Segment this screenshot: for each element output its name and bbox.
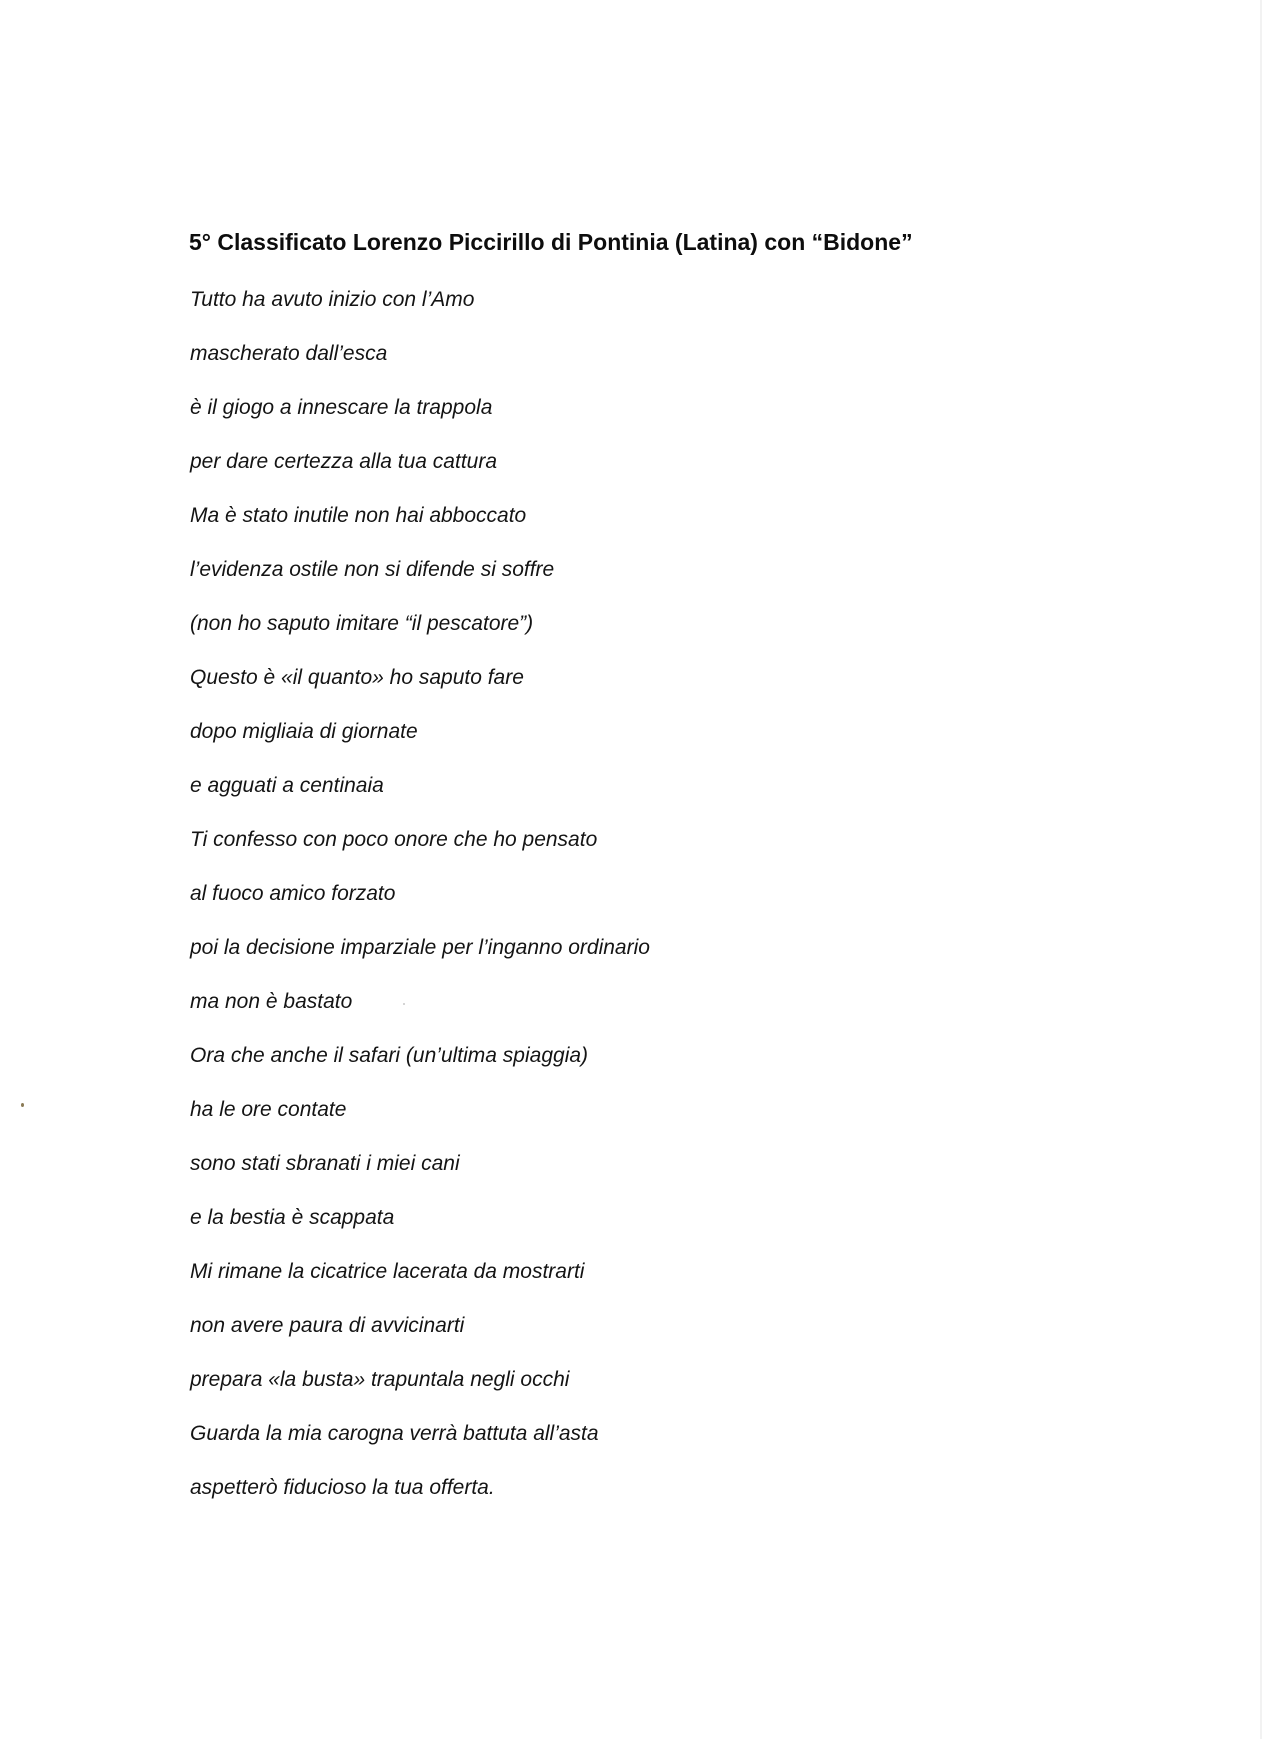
poem-line: aspetterò fiducioso la tua offerta. <box>190 1476 495 1499</box>
poem-line: Ma è stato inutile non hai abboccato <box>190 504 527 527</box>
poem-line: al fuoco amico forzato <box>190 882 396 905</box>
poem-line: Questo è «il quanto» ho saputo fare <box>190 666 524 689</box>
poem-line: è il giogo a innescare la trappola <box>190 396 493 419</box>
poem-line: prepara «la busta» trapuntala negli occhi <box>190 1368 570 1391</box>
scan-speck <box>403 1003 405 1005</box>
scan-speck <box>21 1103 24 1107</box>
poem-line: ma non è bastato <box>190 990 353 1013</box>
poem-line: Ora che anche il safari (un’ultima spiaggia) <box>190 1044 589 1067</box>
poem-body <box>190 286 650 1528</box>
poem-line: non avere paura di avvicinarti <box>190 1314 465 1337</box>
poem-line: dopo migliaia di giornate <box>190 720 418 743</box>
poem-line: e la bestia è scappata <box>190 1206 395 1229</box>
poem-line: per dare certezza alla tua cattura <box>190 450 498 473</box>
poem-line: Mi rimane la cicatrice lacerata da mostrarti <box>190 1260 585 1283</box>
poem-line: e agguati a centinaia <box>190 774 384 797</box>
poem-line: (non ho saputo imitare “il pescatore”) <box>190 612 534 635</box>
poem-line: ha le ore contate <box>190 1098 347 1121</box>
poem-line: Guarda la mia carogna verrà battuta all’asta <box>190 1422 599 1445</box>
poem-line: Ti confesso con poco onore che ho pensato <box>190 828 598 851</box>
poem-line: poi la decisione imparziale per l’inganno ordinario <box>190 936 650 959</box>
document-title: 5° Classificato Lorenzo Piccirillo di Pontinia (Latina) con “Bidone” <box>189 229 913 255</box>
poem-line: l’evidenza ostile non si difende si soffre <box>190 558 555 581</box>
poem-line: Tutto ha avuto inizio con l’Amo <box>190 288 475 311</box>
poem-line: mascherato dall’esca <box>190 342 388 365</box>
poem-line: sono stati sbranati i miei cani <box>190 1152 460 1175</box>
